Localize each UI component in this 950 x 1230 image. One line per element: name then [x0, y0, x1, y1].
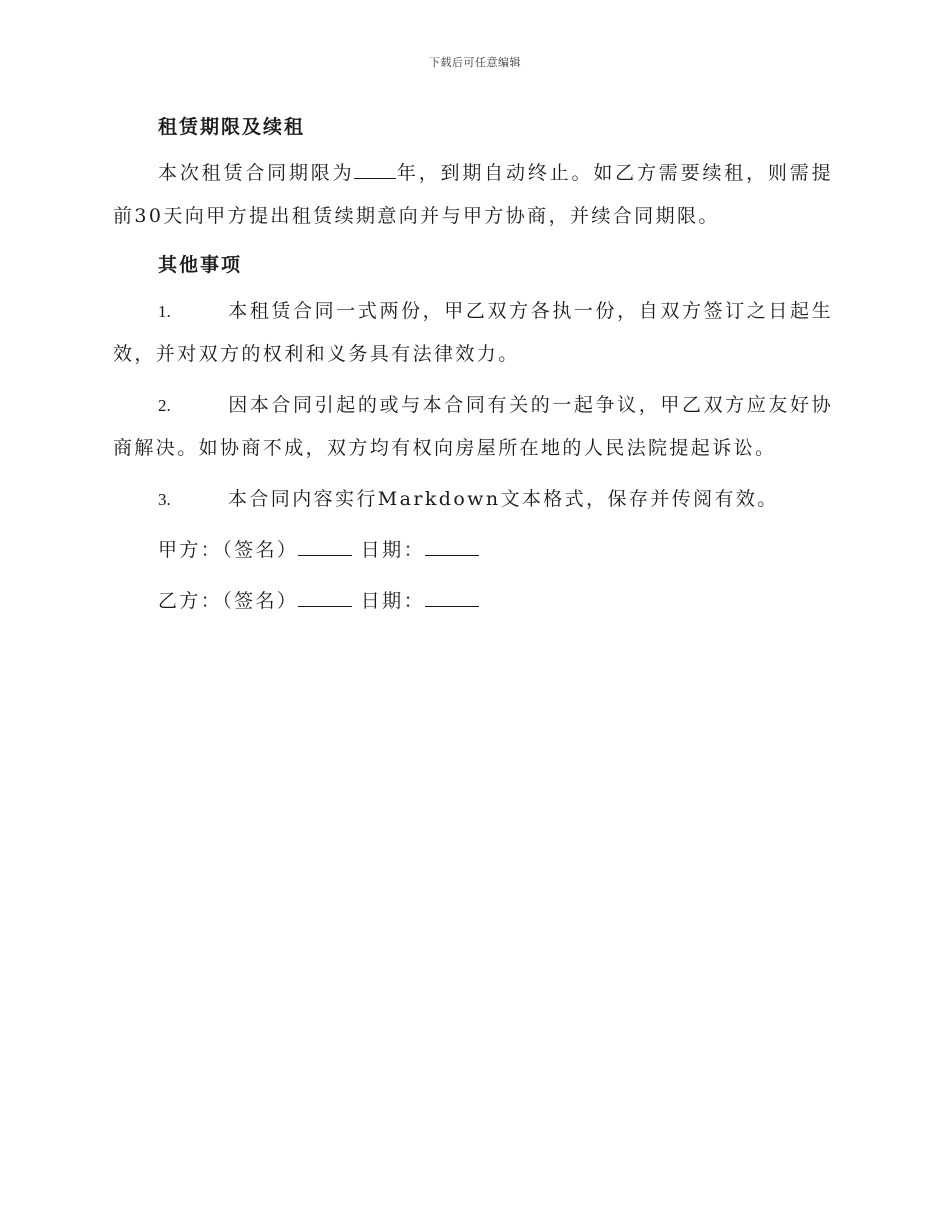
list-item-number: 2.	[158, 396, 171, 415]
lease-term-paragraph	[113, 152, 833, 238]
list-item-text: 本租赁合同一式两份，甲乙双方各执一份，自双方签订之日起生效，并对双方的权利和义务具有法律效力。	[113, 300, 833, 365]
party-b-signature-blank	[298, 590, 352, 607]
page-header: 下载后可任意编辑	[429, 56, 521, 69]
list-item-number: 3.	[158, 490, 171, 509]
signature-line-party-b	[158, 580, 833, 623]
lease-term-text-part1: 本次租赁合同期限为	[158, 162, 355, 184]
section-heading-other: 其他事项	[158, 254, 243, 276]
party-b-date-blank	[425, 590, 479, 607]
document-body	[113, 108, 833, 623]
signature-line-party-a	[158, 529, 833, 572]
section-heading-lease-term: 租赁期限及续租	[158, 116, 306, 138]
list-item	[113, 384, 833, 470]
party-a-date-blank	[425, 539, 479, 556]
party-a-date-label: 日期：	[360, 539, 425, 561]
list-item-text: 因本合同引起的或与本合同有关的一起争议，甲乙双方应友好协商解决。如协商不成，双方均有权向房屋所在地的人民法院提起诉讼。	[113, 394, 833, 459]
list-item	[113, 478, 833, 521]
party-b-date-label: 日期：	[360, 590, 425, 612]
party-a-label: 甲方：（签名）	[158, 539, 299, 561]
list-item-text: 本合同内容实行Markdown文本格式，保存并传阅有效。	[228, 488, 779, 510]
party-a-signature-blank	[298, 539, 352, 556]
party-b-label: 乙方：（签名）	[158, 590, 299, 612]
lease-term-text-part2: 年，到期自动终止。如乙方需要续租，则需提前30天向甲方提出租赁续期意向并与甲方协商，并续合同期限。	[113, 162, 833, 227]
list-item-number: 1.	[158, 302, 171, 321]
list-item	[113, 290, 833, 376]
lease-years-blank	[354, 162, 396, 179]
